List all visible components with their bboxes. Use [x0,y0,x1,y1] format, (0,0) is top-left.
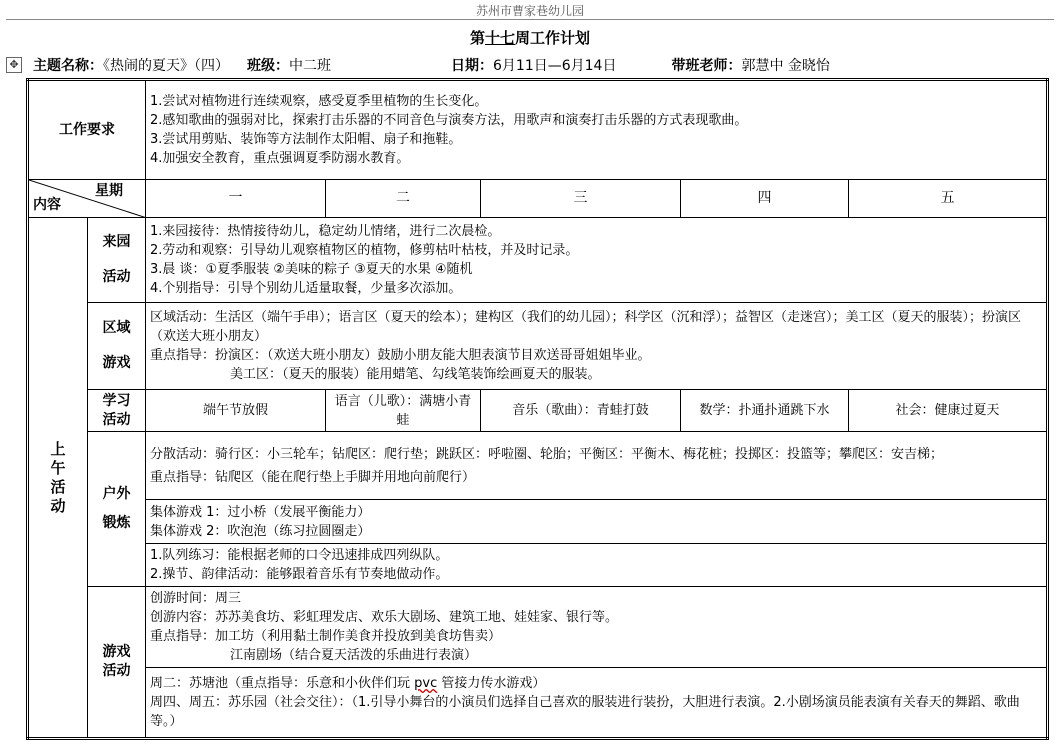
morning-char: 上 [50,439,66,458]
outdoor-drill-line: 1.队列练习：能根据老师的口令迅速排成四列纵队。 [150,548,449,564]
work-requirements-content [146,80,1048,180]
class-value: 中二班 [289,58,331,74]
learning-row [28,390,1048,431]
date-label: 日期： [451,58,493,74]
learning-label-1: 学习 [102,392,131,409]
title-prefix: 第 [469,29,485,47]
outdoor-group-line: 集体游戏 1：过小桥（发展平衡能力） [150,504,371,520]
area-games-line: 重点指导：扮演区：（欢送大班小朋友）鼓励小朋友能大胆表演节目欢送哥哥姐姐毕业。 [150,348,651,364]
title-suffix: 周工作计划 [515,29,591,47]
game-other-row [28,668,1048,739]
day-thu: 四 [681,180,849,218]
game-create-line: 重点指导：加工坊（利用黏土制作美食并投放到美食坊售卖） [150,629,502,645]
work-requirements-label: 工作要求 [28,80,146,180]
game-label-1: 游戏 [102,644,131,661]
outdoor-drill-row [28,543,1048,586]
arrival-label-1: 来园 [102,234,131,251]
learning-label [88,390,146,431]
arrival-label [88,218,146,303]
outdoor-drill-line: 2.操节、韵律活动：能够跟着音乐有节奏地做动作。 [150,567,449,583]
teacher-value: 郭慧中 金晓怡 [741,58,830,74]
content-axis-label: 内容 [33,197,61,214]
teacher-label: 带班老师： [671,58,742,74]
game-other-post: 管接力传水游戏） [437,676,546,692]
requirement-item: 2.感知歌曲的强弱对比，探索打击乐器的不同音色与演奏方法，用歌声和演奏打击乐器的方式表现歌曲。 [150,113,748,129]
day-fri: 五 [849,180,1048,218]
outdoor-drill-content [146,543,1048,586]
game-label-2: 活动 [102,663,131,680]
learning-thu: 数学：扑通扑通跳下水 [681,390,849,431]
outdoor-free-row [28,431,1048,500]
work-requirements-row [28,80,1048,180]
outdoor-free-line: 重点指导：钻爬区（能在爬行垫上手脚并用地向前爬行） [150,469,476,485]
morning-char: 动 [50,496,66,515]
date-value: 6月11日—6月14日 [493,58,617,74]
arrival-line: 4.个别指导：引导个别幼儿适量取餐，少量多次添加。 [150,281,462,297]
arrival-line: 3.晨 谈：①夏季服装 ②美味的粽子 ③夏天的水果 ④随机 [150,262,473,278]
area-games-label-1: 区域 [102,320,131,337]
requirement-item: 4.加强安全教育，重点强调夏季防溺水教育。 [150,151,410,167]
document-title [0,27,1060,48]
day-tue: 二 [326,180,481,218]
outdoor-label-1: 户外 [102,486,131,503]
area-games-line: 区域活动：生活区（端午手串）；语言区（夏天的绘本）；建构区（我们的幼儿园）；科学区（沉和浮）；益智区（走迷宫）；美工区（夏天的服装）；扮演区（欢送大班小朋友） [150,310,1022,345]
arrival-line: 1.来园接待：热情接待幼儿，稳定幼儿情绪，进行二次晨检。 [150,224,501,240]
morning-char: 活 [50,477,66,496]
school-header: 苏州市曹家巷幼儿园 [475,4,584,18]
game-other-content [146,668,1048,739]
arrival-content [146,218,1048,303]
day-mon: 一 [146,180,326,218]
day-wed: 三 [481,180,681,218]
diagonal-header-cell [28,180,146,218]
area-games-row [28,303,1048,390]
learning-wed: 音乐（歌曲）：青蛙打鼓 [481,390,681,431]
theme-value: 《热闹的夏天》（四） [103,58,229,74]
requirement-item: 3.尝试用剪贴、装饰等方法制作太阳帽、扇子和拖鞋。 [150,132,462,148]
arrival-row [28,218,1048,303]
outdoor-label [88,431,146,587]
theme-label: 主题名称： [33,58,103,74]
weekday-axis-label: 星期 [95,183,123,200]
outdoor-group-line: 集体游戏 2：吹泡泡（练习拉圆圈走） [150,523,371,539]
header-divider [6,19,1054,20]
outdoor-group-content [146,500,1048,543]
info-line [33,55,1053,75]
game-create-line: 创游内容：苏苏美食坊、彩虹理发店、欢乐大剧场、建筑工地、娃娃家、银行等。 [150,610,619,626]
learning-tue: 语言（儿歌）：满塘小青蛙 [326,390,481,431]
game-other-pre: 周二：苏塘池（重点指导：乐意和小伙伴们玩 [150,676,415,692]
arrival-line: 2.劳动和观察：引导幼儿观察植物区的植物，修剪枯叶枯枝，并及时记录。 [150,243,579,259]
game-create-row [28,587,1048,668]
outdoor-label-2: 锻炼 [102,515,131,532]
area-games-indent-line: 美工区：（夏天的服装）能用蜡笔、勾线笔装饰绘画夏天的服装。 [230,367,601,383]
arrival-label-2: 活动 [102,269,131,286]
game-label [88,587,146,739]
game-create-content [146,587,1048,668]
morning-activities-label [28,218,88,739]
weekday-header-row [28,180,1048,218]
morning-char: 午 [50,458,66,477]
game-create-indent-line: 江南剧场（结合夏天活泼的乐曲进行表演） [230,648,478,664]
class-label: 班级： [247,58,289,74]
game-other-line-2: 周四、周五：苏乐园（社会交往）：（1.引导小舞台的小演员们选择自己喜欢的服装进行装扮，大胆进行表演。2.小剧场演员能表演有关春天的舞蹈、歌曲等。） [150,695,1020,730]
title-week: 十七 [484,29,515,47]
outdoor-free-line: 分散活动：骑行区：小三轮车；钻爬区：爬行垫；跳跃区：呼啦圈、轮胎；平衡区：平衡木、梅花桩；投掷区：投篮等；攀爬区：安吉梯； [150,446,944,462]
learning-label-2: 活动 [102,411,131,428]
learning-mon: 端午节放假 [146,390,326,431]
game-other-line [150,674,1042,693]
outdoor-group-row [28,500,1048,543]
outdoor-free-content [146,431,1048,500]
learning-fri: 社会：健康过夏天 [849,390,1048,431]
table-move-handle-icon[interactable]: ✥ [6,57,22,73]
game-create-line: 创游时间：周三 [150,591,242,607]
requirement-item: 1.尝试对植物进行连续观察，感受夏季里植物的生长变化。 [150,94,488,110]
area-games-label [88,303,146,390]
weekly-plan-table [26,78,1049,740]
area-games-content [146,303,1048,390]
pvc-word: pvc [414,676,438,692]
area-games-label-2: 游戏 [102,355,131,372]
